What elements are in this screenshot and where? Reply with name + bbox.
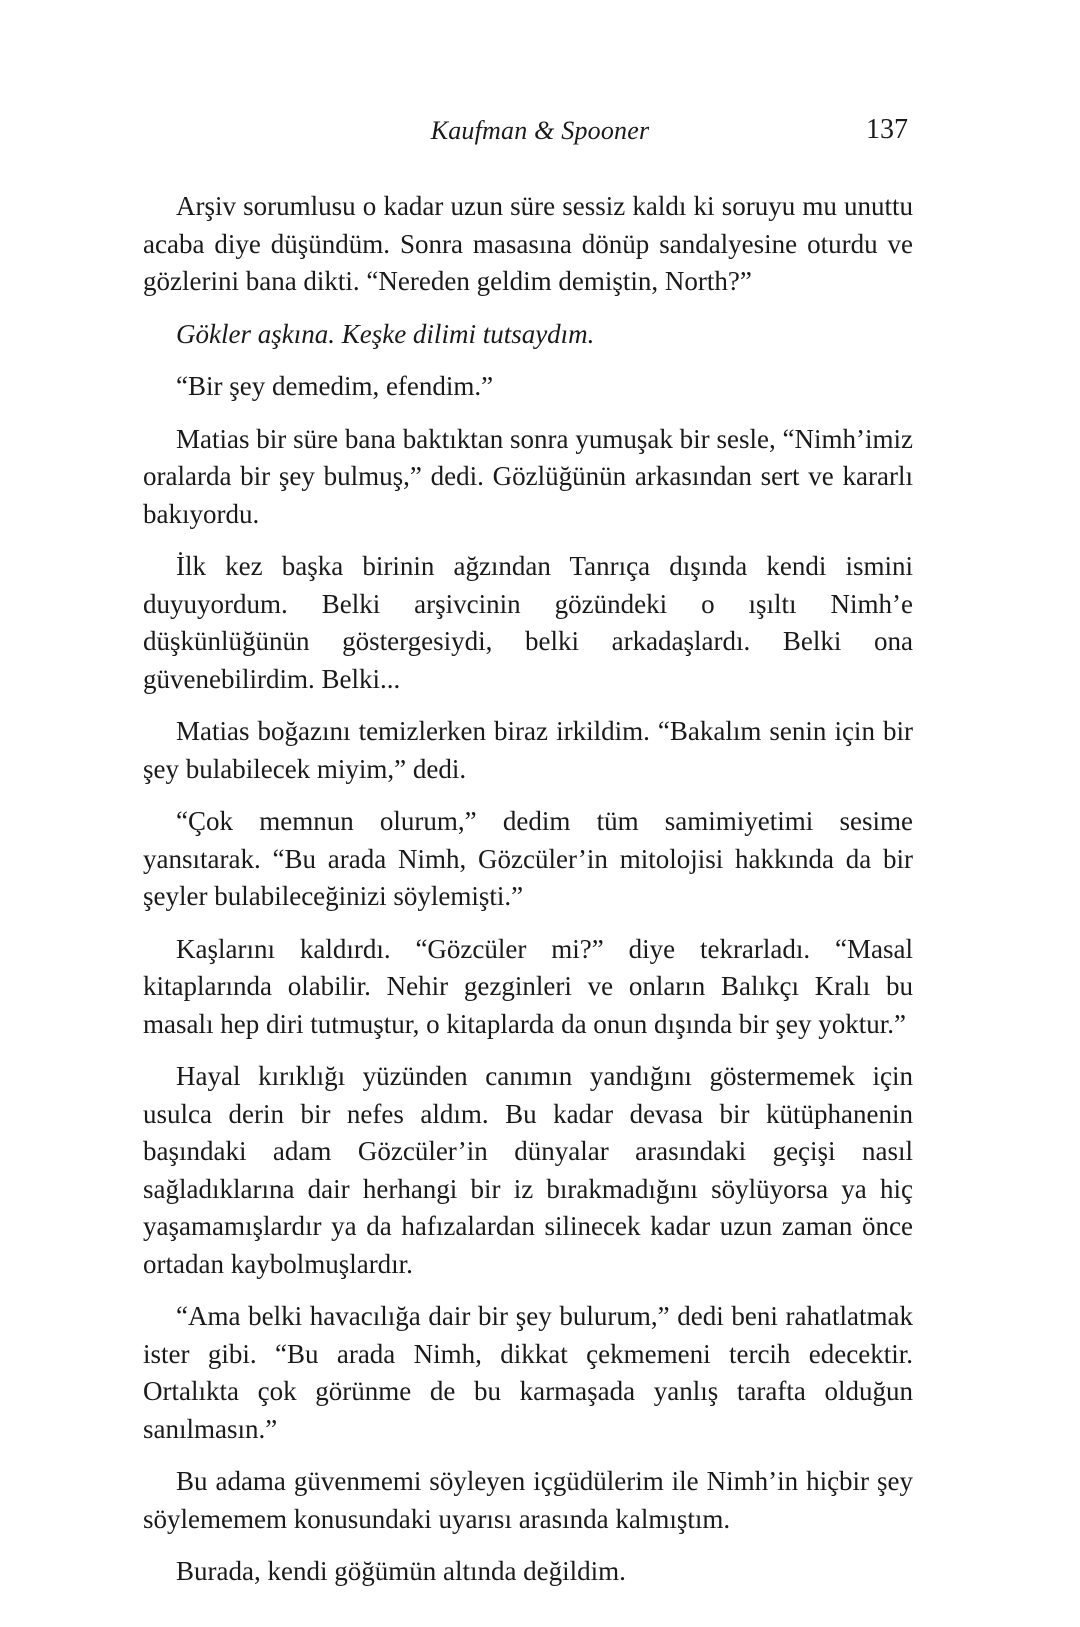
- paragraph-italic-thought: Gökler aşkına. Keşke dilimi tutsaydım.: [176, 318, 595, 349]
- paragraph: Burada, kendi göğümün altında değildim.: [176, 1556, 626, 1586]
- running-head: [0, 112, 1080, 152]
- paragraph: Hayal kırıklığı yüzünden canımın yandığını göstermemek için usulca derin bir nefes aldım. Bu kadar devasa bir kütüphanenin başındaki adam Gözcüler’in dünyalar arasındaki geçişi nasıl sağladıklarına dair herhangi bir iz bırakmadığını söylüyorsa ya hiç yaşamamışlardır ya da hafızalardan silinecek kadar uzun zaman önce ortadan kaybolmuşlardır.: [143, 1061, 913, 1279]
- paragraph: “Ama belki havacılığa dair bir şey bulurum,” dedi beni rahatlatmak ister gibi. “Bu arada Nimh, dikkat çekmemeni tercih edecektir. Ortalıkta çok görünme de bu karmaşada yanlış tarafta olduğun sanılmasın.”: [143, 1301, 913, 1444]
- paragraph: Matias boğazını temizlerken biraz irkildim. “Bakalım senin için bir şey bulabilecek miyim,” dedi.: [143, 716, 913, 784]
- page-number: 137: [866, 114, 908, 145]
- body-text: [143, 188, 913, 1606]
- paragraph: Kaşlarını kaldırdı. “Gözcüler mi?” diye tekrarladı. “Masal kitaplarında olabilir. Nehir gezginleri ve onların Balıkçı Kralı bu masalı hep diri tutmuştur, o kitaplarda da onun dışında bir şey yoktur.”: [143, 933, 913, 1039]
- running-title: Kaufman & Spooner: [430, 116, 650, 145]
- paragraph: Matias bir süre bana baktıktan sonra yumuşak bir sesle, “Nimh’imiz oralarda bir şey bulmuş,” dedi. Gözlüğünün arkasından sert ve kararlı bakıyordu.: [143, 423, 913, 529]
- paragraph: İlk kez başka birinin ağzından Tanrıça dışında kendi ismini duyuyordum. Belki arşivcinin gözündeki o ışıltı Nimh’e düşkünlüğünün göstergesiydi, belki arkadaşlardı. Belki ona güvenebilirdim. Belki...: [143, 551, 913, 694]
- paragraph: Bu adama güvenmemi söyleyen içgüdülerim ile Nimh’in hiçbir şey söylememem konusundaki uyarısı arasında kalmıştım.: [143, 1466, 913, 1534]
- paragraph: “Bir şey demedim, efendim.”: [176, 371, 494, 401]
- paragraph: “Çok memnun olurum,” dedim tüm samimiyetimi sesime yansıtarak. “Bu arada Nimh, Gözcüler’in mitolojisi hakkında da bir şeyler bulabileceğinizi söylemişti.”: [143, 806, 913, 911]
- paragraph: Arşiv sorumlusu o kadar uzun süre sessiz kaldı ki soruyu mu unuttu acaba diye düşündüm. Sonra masasına dönüp sandalyesine oturdu ve gözlerini bana dikti. “Nereden geldim demiştin, North?”: [143, 191, 913, 296]
